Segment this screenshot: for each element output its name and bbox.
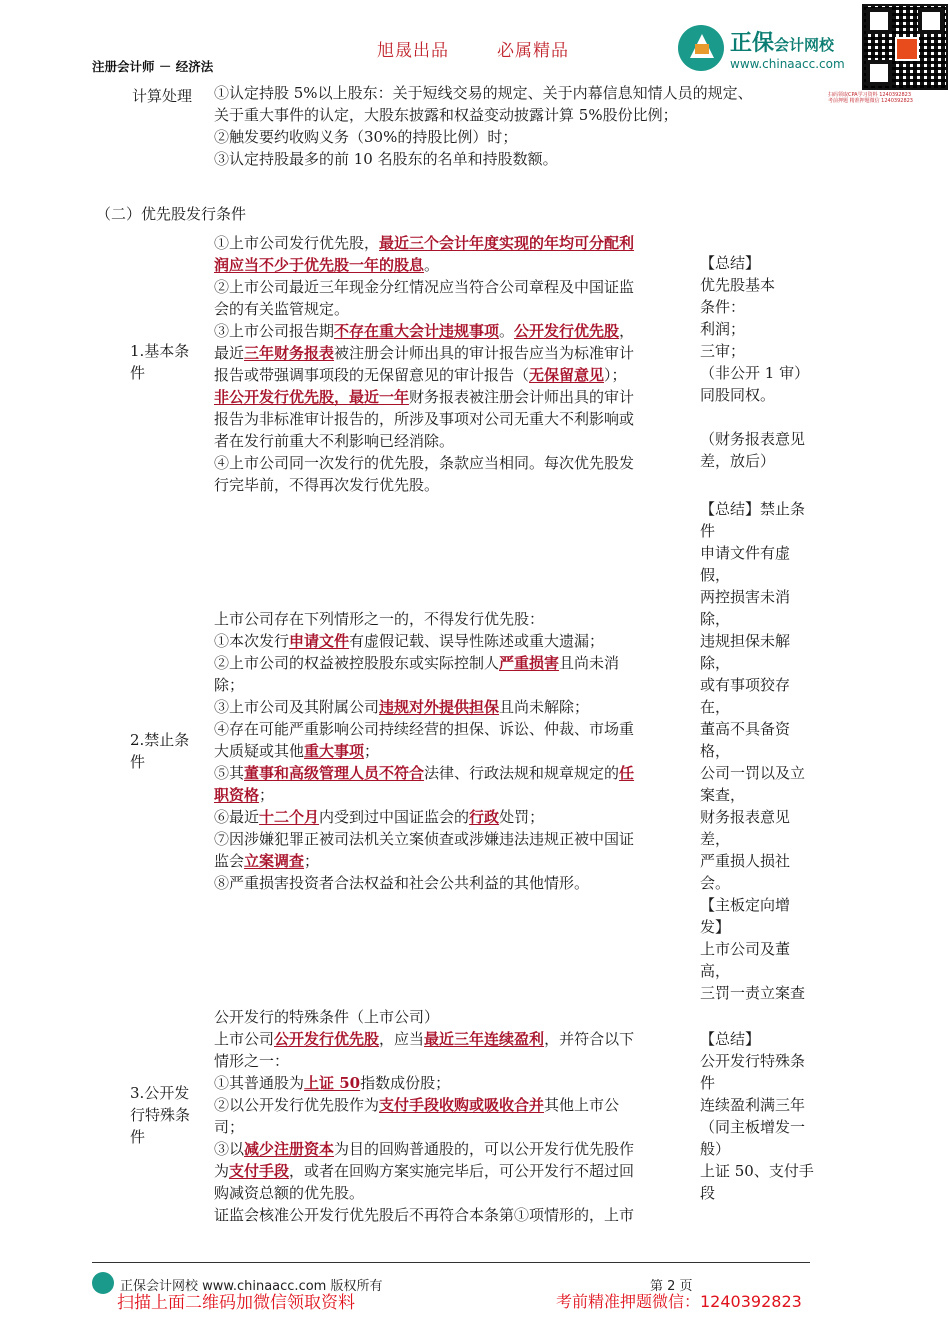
qr-code-icon[interactable] [862,4,948,90]
highlight: 最近三个会计年度实现的年均可分配利 [379,234,635,252]
highlight: 上证 50 [304,1074,361,1092]
public-text: 公开发行的特殊条件（上市公司） 上市公司公开发行优先股，应当最近三年连续盈利，并符合以下 情形之一： ①其普通股为上证 50指数成份股； ②以公开发行优先股作为支付手段收购或吸收合并其他上市公 司； ③以减少注册资本为目的回购普通股的，可以公开发行优先股作 为支付手段，或者在回购方案实施完毕后，可公开发行不超过回 购减资总额的优先股。 证监会核准公开发行优先股后不再符合本条第①项情形的，上市 [214,1008,635,1224]
prohibit-label-1: 2.禁止条 [130,731,190,749]
slogan-right: 必属精品 [497,41,569,61]
highlight: 支付手段 [229,1162,290,1180]
basic-text: ①上市公司发行优先股，最近三个会计年度实现的年均可分配利 润应当不少于优先股一年的股息。 ②上市公司最近三年现金分红情况应当符合公司章程及中国证监 会的有关监管规定。 ③上市公司报告期不存在重大会计违规事项。公开发行优先股， 最近三年财务报表被注册会计师出具的审计报告应当为标准审计 报告或带强调事项段的无保留意见的审计报告（无保留意见）； 非公开发行优先股，最近一年财务报表被注册会计师出具的审计 报告为非标准审计报告的，所涉及事项对公司无重大不利影响或 者在发行前重大不利影响已经消除。 ④上市公司同一次发行的优先股，条款应当相同。每次优先股发 行完毕前，不得再次发行优先股。 [214,234,635,494]
highlight: 立案调查 [244,852,305,870]
highlight: 申请文件 [289,632,350,650]
prohibit-label [130,729,189,773]
footer-divider [92,1262,810,1263]
highlight: 职资格 [214,786,260,804]
highlight: 最近三年连续盈利 [424,1030,545,1048]
footer-left-notice: 扫描上面二维码加微信领取资料 [117,1293,355,1313]
highlight: 不存在重大会计违规事项 [334,322,500,340]
public-summary: 【总结】 公开发行特殊条 件 连续盈利满三年 （同主板增发一 般） 上证 50、支付手 段 [700,1030,814,1202]
brand-logo[interactable] [678,25,845,71]
intro-line: 关于重大事件的认定，大股东披露和权益变动披露计算 5%股份比例； [214,106,678,124]
slogan-left: 旭晟出品 [377,41,449,61]
public-label-1: 3.公开发 [130,1084,190,1102]
doc-title: 注册会计师 － 经济法 [92,59,214,74]
prohibit-text: 上市公司存在下列情形之一的，不得发行优先股： ①本次发行申请文件有虚假记载、误导性陈述或重大遗漏； ②上市公司的权益被控股股东或实际控制人严重损害且尚未消 除； ③上市公司及其附属公司违规对外提供担保且尚未解除； ④存在可能严重影响公司持续经营的担保、诉讼、仲裁、市场重 大质疑或其他重大事项； ⑤其董事和高级管理人员不符合法律、行政法规和规章规定的任 职资格； ⑥最近十二个月内受到过中国证监会的行政处罚； ⑦因涉嫌犯罪正被司法机关立案侦查或涉嫌违法违规正被中国证 监会立案调查； ⑧严重损害投资者合法权益和社会公共利益的其他情形。 [214,610,635,892]
page-number: 第 2 页 [650,1279,693,1294]
highlight: 支付手段收购或吸收合并 [379,1096,545,1114]
footer-brand: 正保会计网校 www.chinaacc.com 版权所有 [120,1279,383,1294]
highlight: 十二个月 [259,808,320,826]
highlight: 润应当不少于优先股一年的股息 [214,256,425,274]
intro-label: 计算处理 [132,87,193,105]
highlight: 减少注册资本 [244,1140,335,1158]
basic-label [130,340,189,384]
highlight: 公开发行优先股 [274,1030,380,1048]
footer-right-notice: 考前精准押题微信：1240392823 [556,1292,802,1311]
highlight: 任 [619,764,635,782]
basic-label-2: 件 [130,364,146,382]
basic-label-1: 1.基本条 [130,342,190,360]
public-label-2: 行特殊条 [130,1106,191,1124]
highlight: 三年财务报表 [244,344,335,362]
qr-caption-1: 扫码领取CPA学习资料 1240392823 [828,92,912,98]
highlight: 行政 [469,808,500,826]
footer-logo-icon [92,1272,114,1294]
intro-line: ①认定持股 5%以上股东：关于短线交易的规定、关于内幕信息知情人员的规定、 [214,84,753,102]
brand-name: 正保 [730,30,775,56]
brand-url: www.chinaacc.com [730,56,845,71]
highlight: 非公开发行优先股，最近一年 [214,388,410,406]
basic-summary: 【总结】 优先股基本 条件： 利润； 三审； （非公开 1 审） 同股同权。 （财务报表意见 差，放后） [700,254,810,470]
prohibit-label-2: 件 [130,753,146,771]
intro-text [214,82,814,170]
prohibit-summary: 【总结】禁止条 件 申请文件有虚 假， 两控损害未消 除， 违规担保未解 除， 或有事项狡存 在， 董高不具备资 格， 公司一罚以及立 案查， 财务报表意见 差， 严重损人损社 会。 【主板定向增 发】 上市公司及董 高， 三罚一责立案查 [700,500,806,1002]
intro-line: ②触发要约收购义务（30%的持股比例）时； [214,128,518,146]
highlight: 重大事项 [304,742,365,760]
qr-caption [828,92,948,104]
intro-line: ③认定持股最多的前 10 名股东的名单和持股数额。 [214,150,558,168]
highlight: 公开发行优先股 [514,322,620,340]
public-label-3: 件 [130,1128,146,1146]
brand-sub: 会计网校 [774,35,835,54]
highlight: 无保留意见 [529,366,605,384]
logo-icon [678,25,724,71]
public-label [130,1082,190,1148]
qr-caption-2: 考前押题 精准押题微信 1240392823 [828,98,913,104]
highlight: 严重损害 [499,654,560,672]
section-heading: （二）优先股发行条件 [96,205,247,223]
highlight: 违规对外提供担保 [379,698,500,716]
highlight: 董事和高级管理人员不符合 [244,764,425,782]
